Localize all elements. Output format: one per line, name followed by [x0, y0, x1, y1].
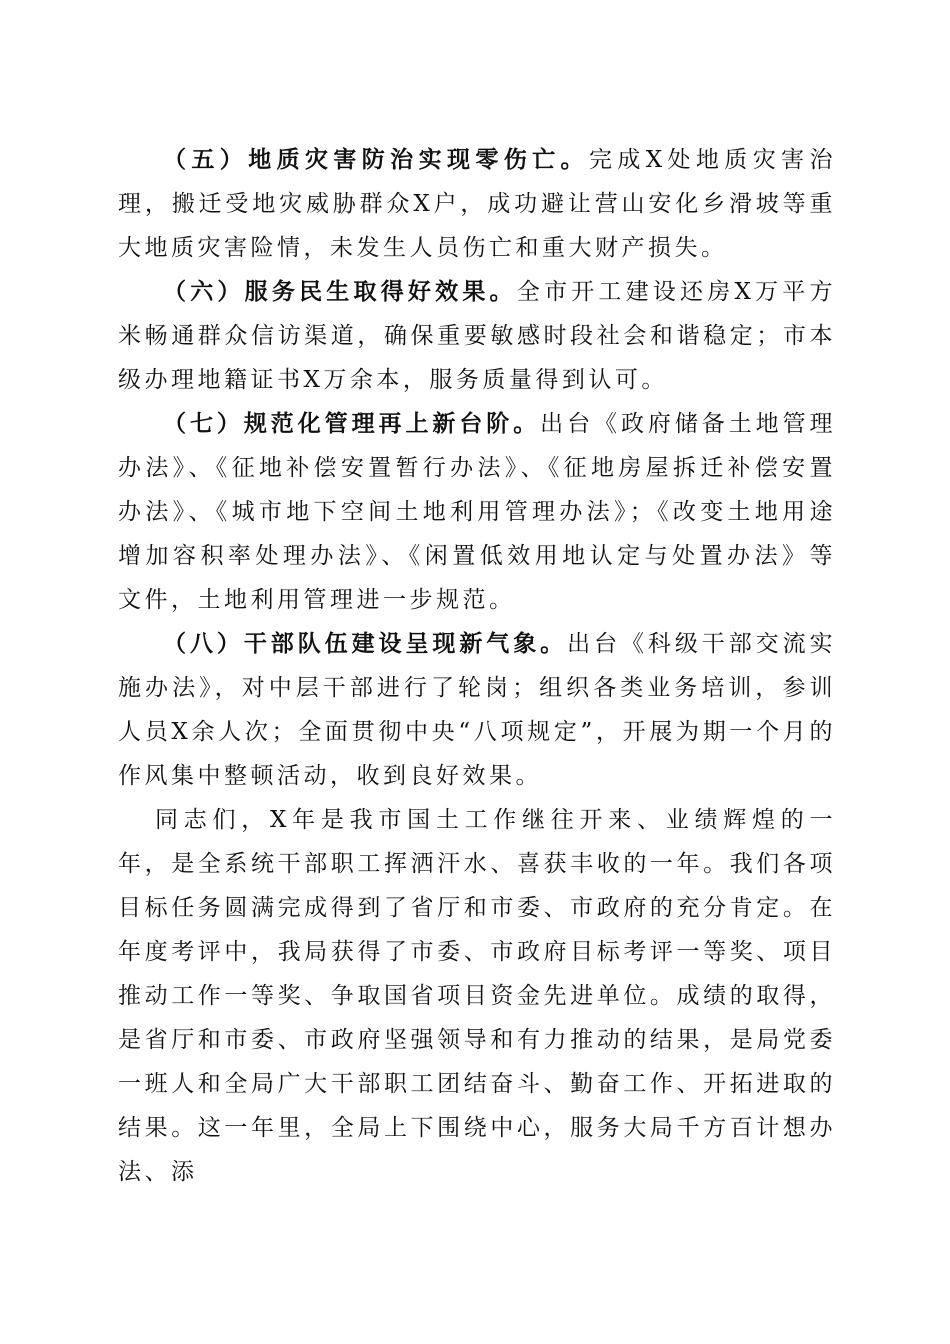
paragraph-text: 全市开工建设还房X万平方米畅通群众信访渠道，确保重要敏感时段社会和谐稳定；市本级办理地籍证书X万余本，服务质量得到认可。 [118, 279, 837, 393]
paragraph-heading: （七）规范化管理再上新台阶。 [163, 410, 541, 437]
paragraph-geological-disaster [118, 138, 836, 270]
paragraph-cadre-team [118, 622, 836, 798]
paragraph-heading: （六）服务民生取得好效果。 [163, 278, 517, 305]
paragraph-text: 完成X处地质灾害治理，搬迁受地灾威胁群众X户，成功避让营山安化乡滑坡等重大地质灾害险情，未发生人员伤亡和重大财产损失。 [118, 147, 837, 261]
paragraph-text: 出台《政府储备土地管理办法》、《征地补偿安置暂行办法》、《征地房屋拆迁补偿安置办法》、《城市地下空间土地利用管理办法》；《改变土地用途增加容积率处理办法》、《闲置低效用地认定与处置办法》等文件，土地利用管理进一步规范。 [118, 411, 836, 613]
paragraph-heading: （八）干部队伍建设呈现新气象。 [163, 630, 568, 657]
paragraph-text: 出台《科级干部交流实施办法》，对中层干部进行了轮岗；组织各类业务培训，参训人员X余人次；全面贯彻中央“八项规定”，开展为期一个月的作风集中整顿活动，收到良好效果。 [118, 631, 836, 789]
paragraph-heading: （五）地质灾害防治实现零伤亡。 [163, 146, 589, 173]
paragraph-closing-summary: 同志们，X年是我市国土工作继往开来、业绩辉煌的一年，是全系统干部职工挥洒汗水、喜获丰收的一年。我们各项目标任务圆满完成得到了省厅和市委、市政府的充分肯定。在年度考评中，我局获得了市委、市政府目标考评一等奖、项目推动工作一等奖、争取国省项目资金先进单位。成绩的取得，是省厅和市委、市政府坚强领导和有力推动的结果，是局党委一班人和全局广大干部职工团结奋斗、勤奋工作、开拓进取的结果。这一年里，全局上下围绕中心，服务大局千方百计想办法、添 [118, 807, 836, 1185]
document-body [118, 138, 836, 1194]
paragraph-standardized-management [118, 402, 836, 622]
paragraph-public-service [118, 270, 836, 402]
